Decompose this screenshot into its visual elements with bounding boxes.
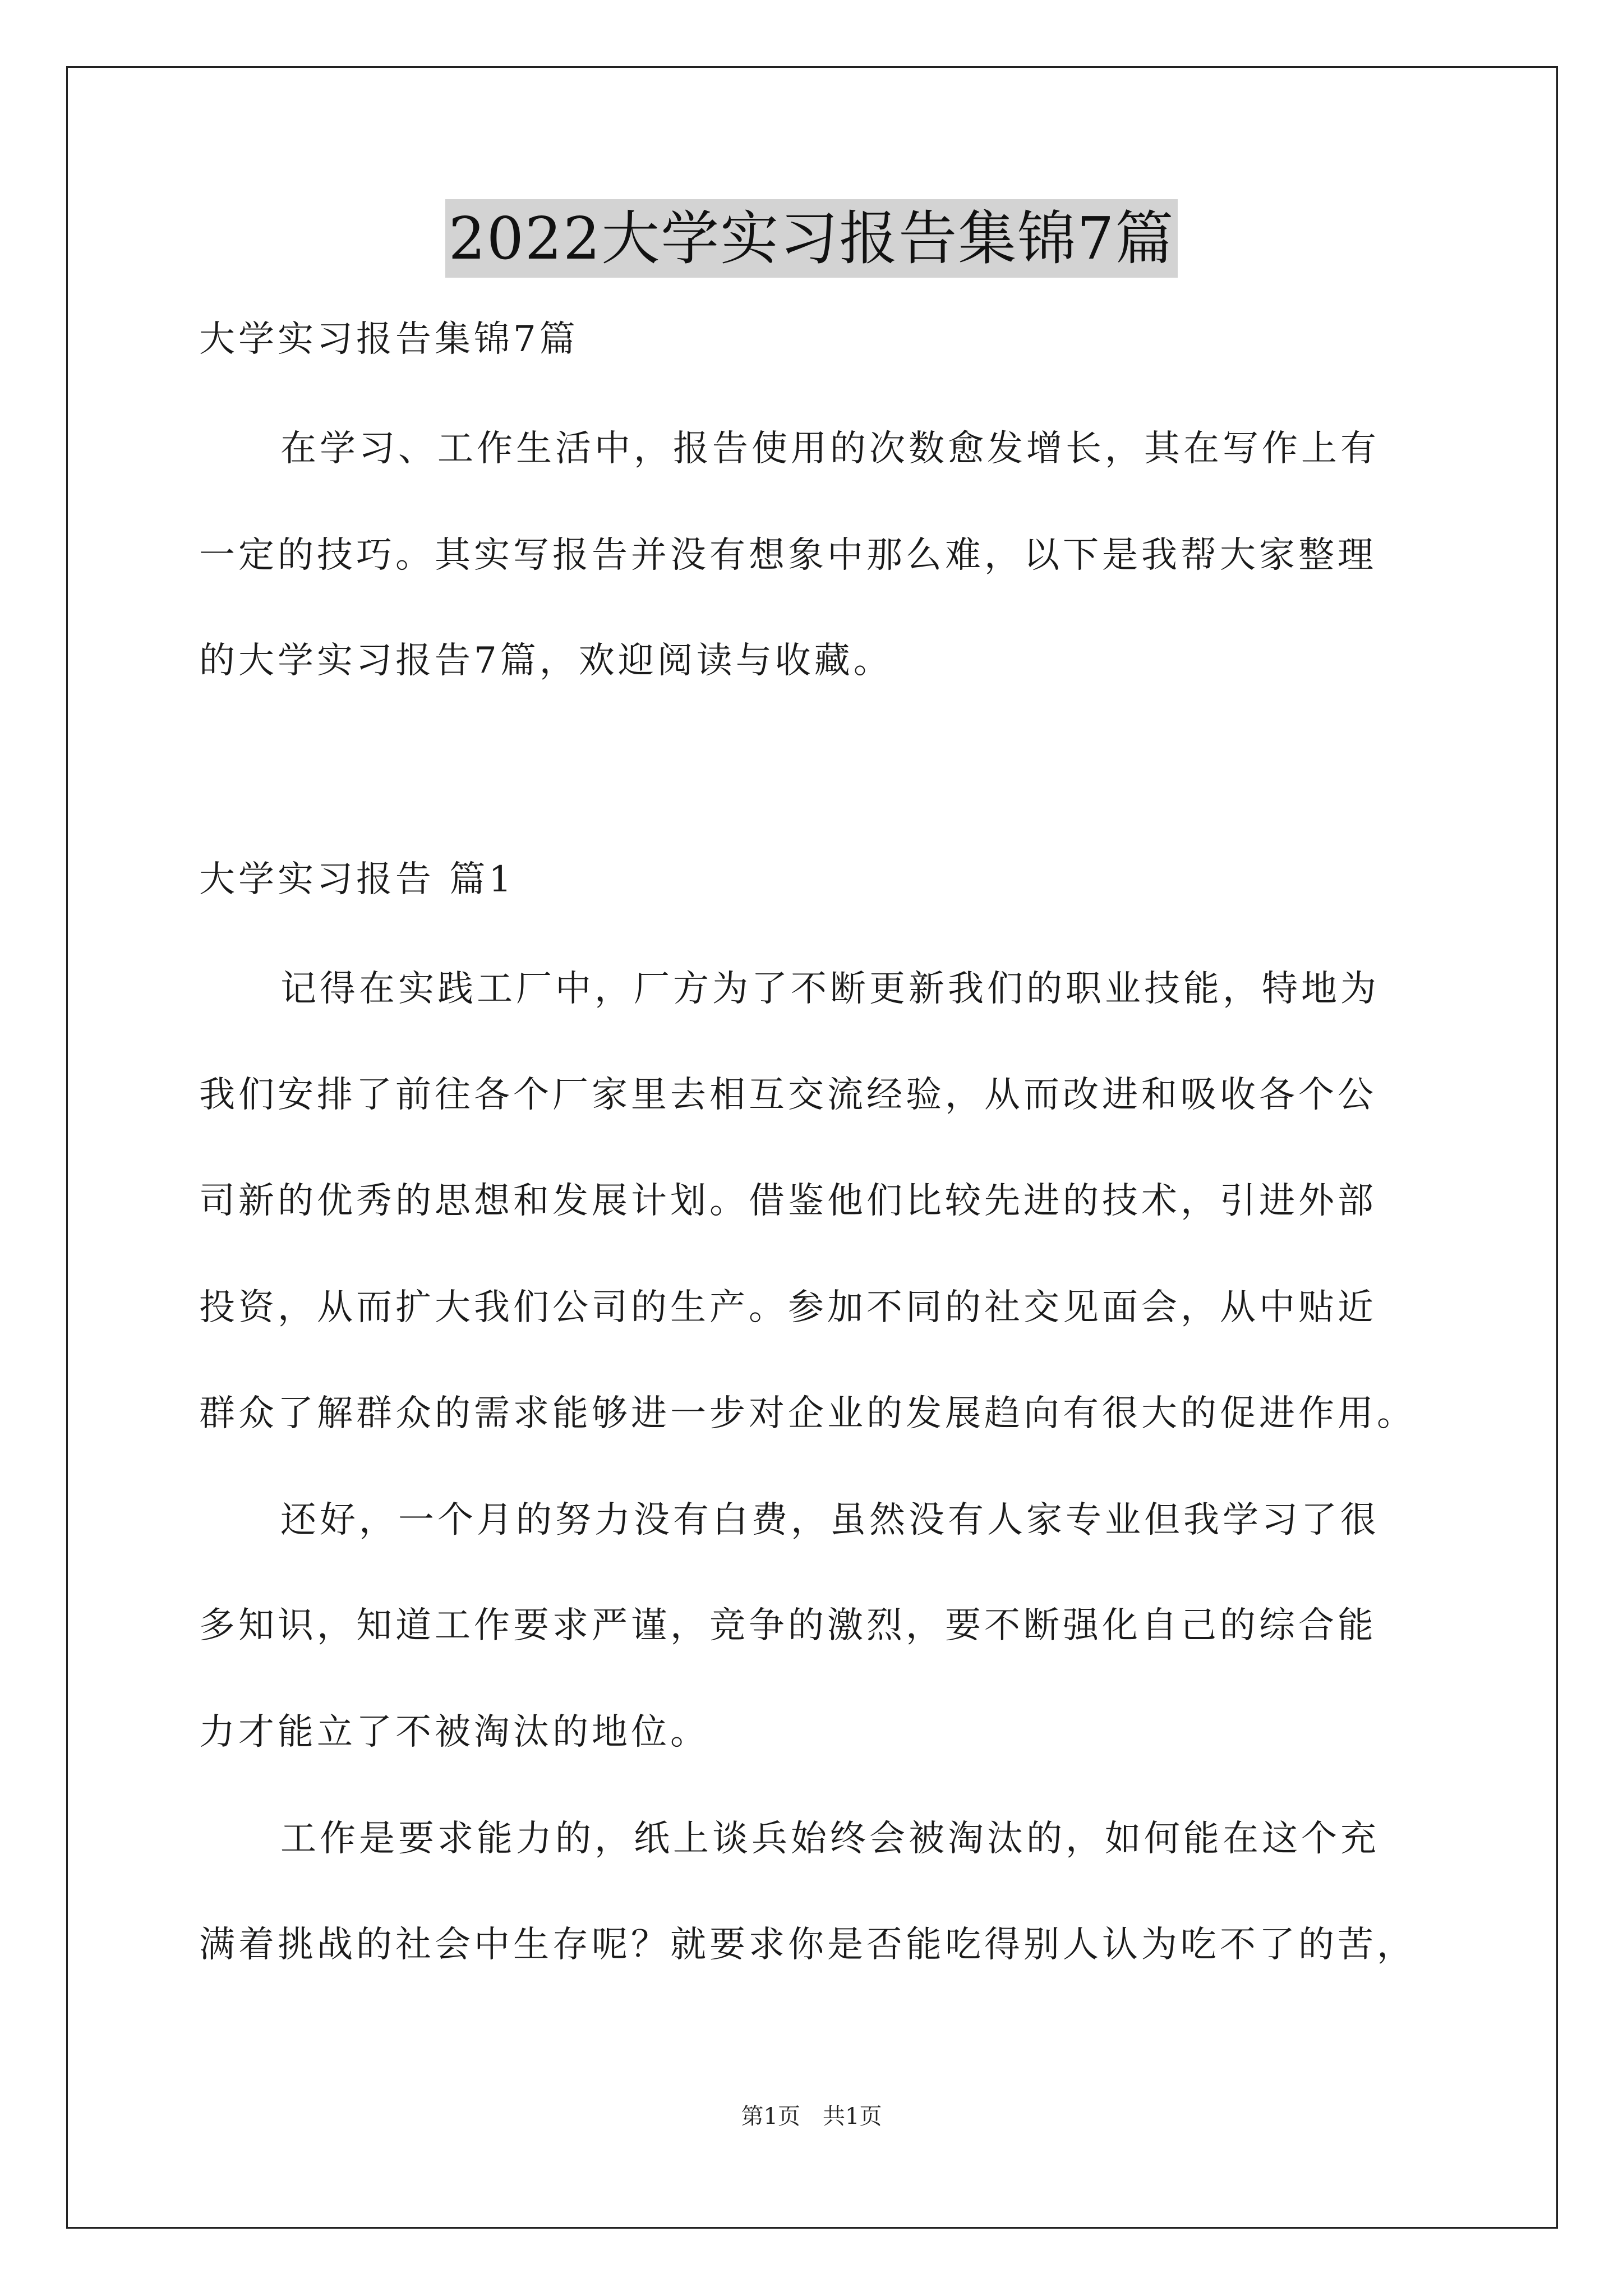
- para3-line-1: 工作是要求能力的，纸上谈兵始终会被淘汰的，如何能在这个充: [280, 1818, 1380, 1860]
- page-footer: 第1页 共1页: [741, 2104, 882, 2129]
- page-border: [66, 66, 1558, 2229]
- para2-line-1: 还好，一个月的努力没有白费，虽然没有人家专业但我学习了很: [280, 1499, 1380, 1541]
- para1-line-4: 投资，从而扩大我们公司的生产。参加不同的社交见面会，从中贴近: [199, 1287, 1377, 1328]
- intro-line-1: 在学习、工作生活中，报告使用的次数愈发增长，其在写作上有: [280, 428, 1380, 470]
- para2-line-2: 多知识，知道工作要求严谨，竞争的激烈，要不断强化自己的综合能: [199, 1605, 1377, 1646]
- para3-line-2: 满着挑战的社会中生存呢？就要求你是否能吃得别人认为吃不了的苦，: [199, 1924, 1416, 1966]
- para1-line-2: 我们安排了前往各个厂家里去相互交流经验，从而改进和吸收各个公: [199, 1074, 1377, 1116]
- subtitle: 大学实习报告集锦7篇: [199, 319, 579, 360]
- para1-line-1: 记得在实践工厂中，厂方为了不断更新我们的职业技能，特地为: [280, 968, 1380, 1010]
- para1-line-3: 司新的优秀的思想和发展计划。借鉴他们比较先进的技术，引进外部: [199, 1180, 1377, 1222]
- para2-line-3: 力才能立了不被淘汰的地位。: [199, 1711, 709, 1753]
- document-title: 2022大学实习报告集锦7篇: [445, 199, 1178, 278]
- title-container: [0, 199, 1623, 278]
- intro-line-3: 的大学实习报告7篇，欢迎阅读与收藏。: [199, 640, 893, 682]
- section-heading: 大学实习报告 篇1: [199, 859, 515, 900]
- para1-line-5: 群众了解群众的需求能够进一步对企业的发展趋向有很大的促进作用。: [199, 1393, 1416, 1434]
- intro-line-2: 一定的技巧。其实写报告并没有想象中那么难，以下是我帮大家整理: [199, 535, 1377, 576]
